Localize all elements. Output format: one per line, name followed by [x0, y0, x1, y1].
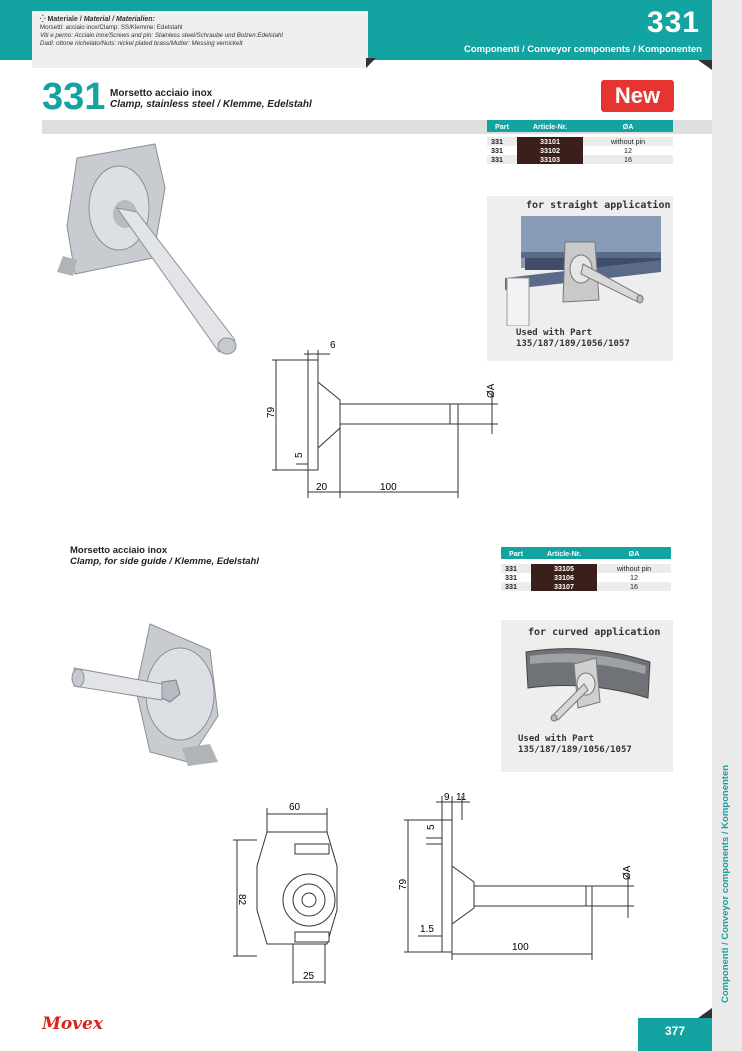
table-row	[501, 564, 671, 573]
dim-60: 60	[289, 802, 301, 813]
cell-article: 33106	[531, 573, 597, 582]
section-2-title-it: Morsetto acciaio inox	[70, 545, 168, 556]
dim-100: 100	[380, 482, 397, 493]
dim-9: 9	[444, 792, 450, 803]
used-with-1	[516, 328, 630, 350]
cell-article: 33102	[517, 146, 583, 155]
header-subtitle: Componenti / Conveyor components / Komponenten	[463, 44, 702, 55]
cell-a: without pin	[597, 564, 671, 573]
cell-article: 33103	[517, 155, 583, 164]
used-parts: 135/187/189/1056/1057	[516, 339, 630, 349]
dim-11: 11	[456, 792, 467, 803]
dim-25: 25	[303, 971, 315, 982]
technical-drawing-2-side	[390, 790, 650, 960]
product-photo-2	[70, 620, 230, 770]
cell-a: 16	[597, 582, 671, 591]
cell-part: 331	[501, 582, 531, 591]
corner-fold	[366, 58, 376, 68]
corner-fold	[698, 1008, 712, 1018]
cell-a: 12	[583, 146, 673, 155]
product-title	[110, 88, 312, 110]
technical-drawing-2-front	[225, 790, 355, 990]
dim-a: ØA	[486, 383, 497, 398]
dim-82: 82	[236, 894, 247, 906]
dim-79: 79	[266, 406, 277, 418]
page-number: 377	[638, 1018, 712, 1051]
table-row	[501, 573, 671, 582]
header-number: 331	[646, 6, 700, 39]
material-icon: ⁛	[40, 16, 48, 23]
application-image-2	[518, 644, 658, 734]
article-table-2	[501, 547, 671, 591]
application-title-2: for curved application	[528, 627, 661, 638]
product-title-it: Morsetto acciaio inox	[110, 88, 213, 99]
used-label: Used with Part	[516, 328, 592, 338]
dim-20: 20	[316, 482, 328, 493]
table-row	[487, 155, 673, 164]
product-photo-1	[45, 140, 245, 362]
cell-article: 33105	[531, 564, 597, 573]
col-part: Part	[501, 547, 531, 559]
cell-part: 331	[487, 146, 517, 155]
material-line: Morsetti: acciaio inox/Clamp: SS/Klemme: Edelstahl	[40, 24, 183, 31]
material-box	[32, 11, 368, 68]
dim-100: 100	[512, 942, 529, 953]
material-title-b: Material / Materialien:	[83, 16, 155, 23]
used-with-2	[518, 734, 632, 756]
side-bar-text: Componenti / Conveyor components / Komponenten	[720, 764, 731, 1003]
material-line: Dadi: ottone nichelato/Nuts: nickel plated brass/Mutter: Messing vernickelt	[40, 40, 243, 47]
product-title-en: Clamp, stainless steel / Klemme, Edelstahl	[110, 99, 312, 110]
col-a: ØA	[583, 120, 673, 132]
material-title-a: Materiale /	[47, 16, 84, 23]
cell-article: 33107	[531, 582, 597, 591]
cell-part: 331	[487, 155, 517, 164]
dim-1-5: 1.5	[420, 924, 434, 935]
corner-fold	[698, 60, 712, 70]
cell-part: 331	[501, 573, 531, 582]
application-image-1	[495, 214, 665, 326]
dim-6: 6	[330, 340, 336, 351]
table-row	[487, 146, 673, 155]
dim-a: ØA	[622, 865, 633, 880]
col-article: Article-Nr.	[531, 547, 597, 559]
section-2-title	[70, 545, 259, 567]
dim-5: 5	[294, 452, 305, 458]
application-title-1: for straight application	[526, 200, 671, 211]
new-badge: New	[601, 80, 674, 112]
table-row	[487, 137, 673, 146]
cell-a: 12	[597, 573, 671, 582]
col-a: ØA	[597, 547, 671, 559]
movex-logo: Movex	[42, 1014, 103, 1034]
col-article: Article-Nr.	[517, 120, 583, 132]
cell-a: 16	[583, 155, 673, 164]
cell-a: without pin	[583, 137, 673, 146]
col-part: Part	[487, 120, 517, 132]
table-row	[501, 582, 671, 591]
used-parts: 135/187/189/1056/1057	[518, 745, 632, 755]
material-line: Viti e perno: Acciaio inox/Screws and pin: Stainless steel/Schraube und Bolzen:Edelstahl	[40, 32, 283, 39]
used-label: Used with Part	[518, 734, 594, 744]
dim-5: 5	[426, 824, 437, 830]
cell-part: 331	[487, 137, 517, 146]
cell-part: 331	[501, 564, 531, 573]
cell-article: 33101	[517, 137, 583, 146]
technical-drawing-1	[250, 330, 510, 502]
dim-79: 79	[398, 878, 409, 890]
table-header-row	[501, 547, 671, 559]
table-header-row	[487, 120, 673, 132]
product-number: 331	[42, 76, 106, 118]
section-2-title-en: Clamp, for side guide / Klemme, Edelstahl	[70, 556, 259, 567]
article-table-1	[487, 120, 673, 164]
side-bar	[712, 0, 742, 1051]
